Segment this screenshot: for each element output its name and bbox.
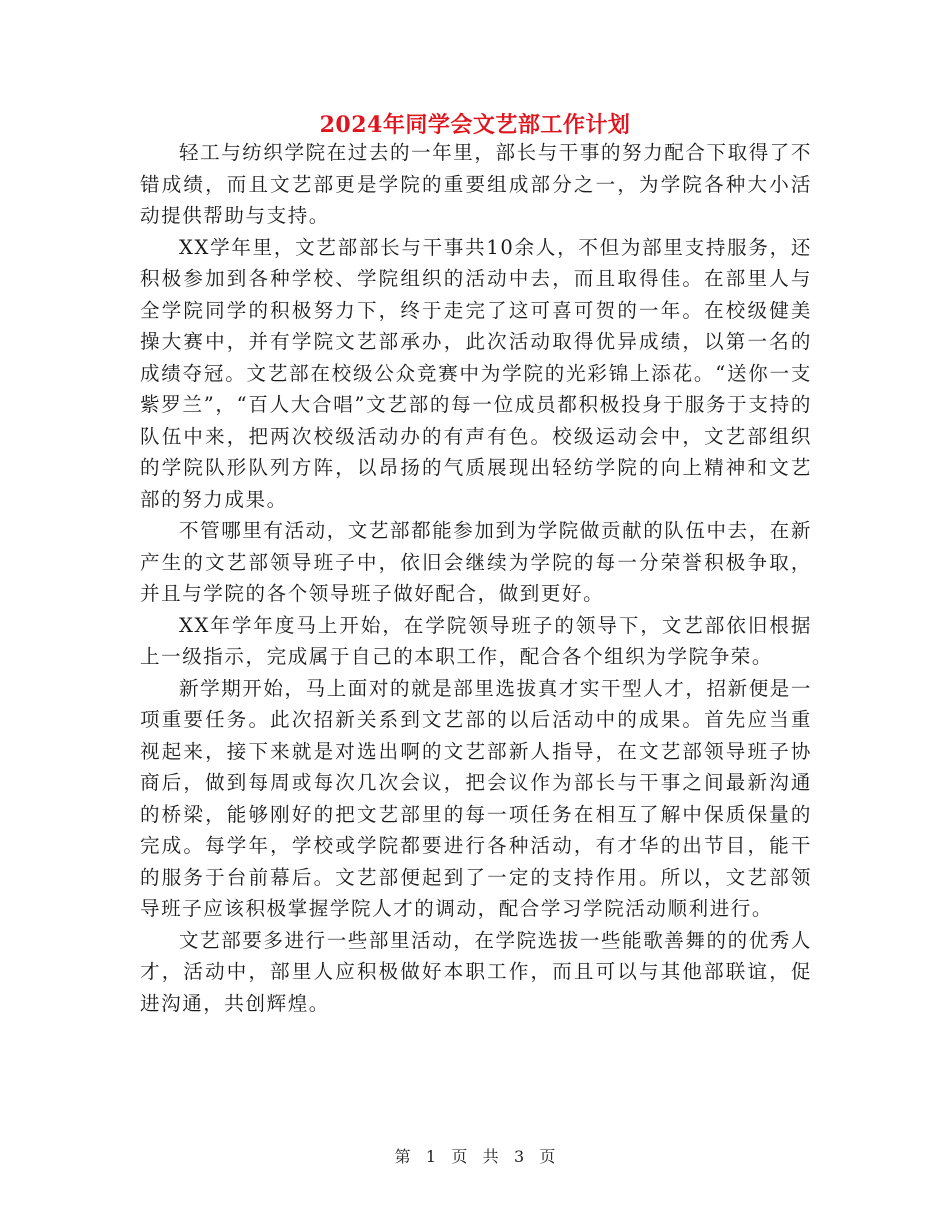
footer-unit-label: 页 [451,1147,468,1166]
footer-unit-label-end: 页 [539,1147,556,1166]
document-title: 2024年同学会文艺部工作计划 [319,112,631,138]
paragraph: 文艺部要多进行一些部里活动，在学院选拔一些能歌善舞的的优秀人才，活动中，部里人应积极做好本职工作，而且可以与其他部联谊，促进沟通，共创辉煌。 [140,928,813,1015]
page-footer [0,1146,950,1168]
paragraph: 轻工与纺织学院在过去的一年里，部长与干事的努力配合下取得了不错成绩，而且文艺部更是学院的重要组成部分之一，为学院各种大小活动提供帮助与支持。 [140,141,813,227]
footer-page-label: 第 [394,1147,411,1166]
paragraph: 新学期开始，马上面对的就是部里选拔真才实干型人才，招新便是一项重要任务。此次招新关系到文艺部的以后活动中的成果。首先应当重视起来，接下来就是对选出啊的文艺部新人指导，在文艺部领导班子协商后，做到每周或每次几次会议，把会议作为部长与干事之间最新沟通的桥梁，能够刚好的把文艺部里的每一项任务在相互了解中保质保量的完成。每学年，学校或学院都要进行各种活动，有才华的出节目，能干的服务于台前幕后。文艺部便起到了一定的支持作用。所以，文艺部领导班子应该积极掌握学院人才的调动，配合学习学院活动顺利进行。 [140,676,813,920]
paragraph: XX学年里，文艺部部长与干事共10余人，不但为部里支持服务，还积极参加到各种学校、学院组织的活动中去，而且取得佳。在部里人与全学院同学的积极努力下，终于走完了这可喜可贺的一年。在校级健美操大赛中，并有学院文艺部承办，此次活动取得优异成绩，以第一名的成绩夺冠。文艺部在校级公众竞赛中为学院的光彩锦上添花。“送你一支紫罗兰”，“百人大合唱”文艺部的每一位成员都积极投身于服务于支持的队伍中来，把两次校级活动办的有声有色。校级运动会中，文艺部组织的学院队形队列方阵，以昂扬的气质展现出轻纺学院的向上精神和文艺部的努力成果。 [140,235,812,511]
document-body [140,137,812,1019]
paragraph: XX年学年度马上开始，在学院领导班子的领导下，文艺部依旧根据上一级指示，完成属于自己的本职工作，配合各个组织为学院争荣。 [140,613,812,668]
paragraph: 不管哪里有活动，文艺部都能参加到为学院做贡献的队伍中去，在新产生的文艺部领导班子中，依旧会继续为学院的每一分荣誉积极争取，并且与学院的各个领导班子做好配合，做到更好。 [140,519,813,605]
footer-total-label: 共 [482,1147,499,1166]
footer-total-pages: 3 [513,1147,525,1166]
footer-current-page: 1 [425,1147,437,1166]
